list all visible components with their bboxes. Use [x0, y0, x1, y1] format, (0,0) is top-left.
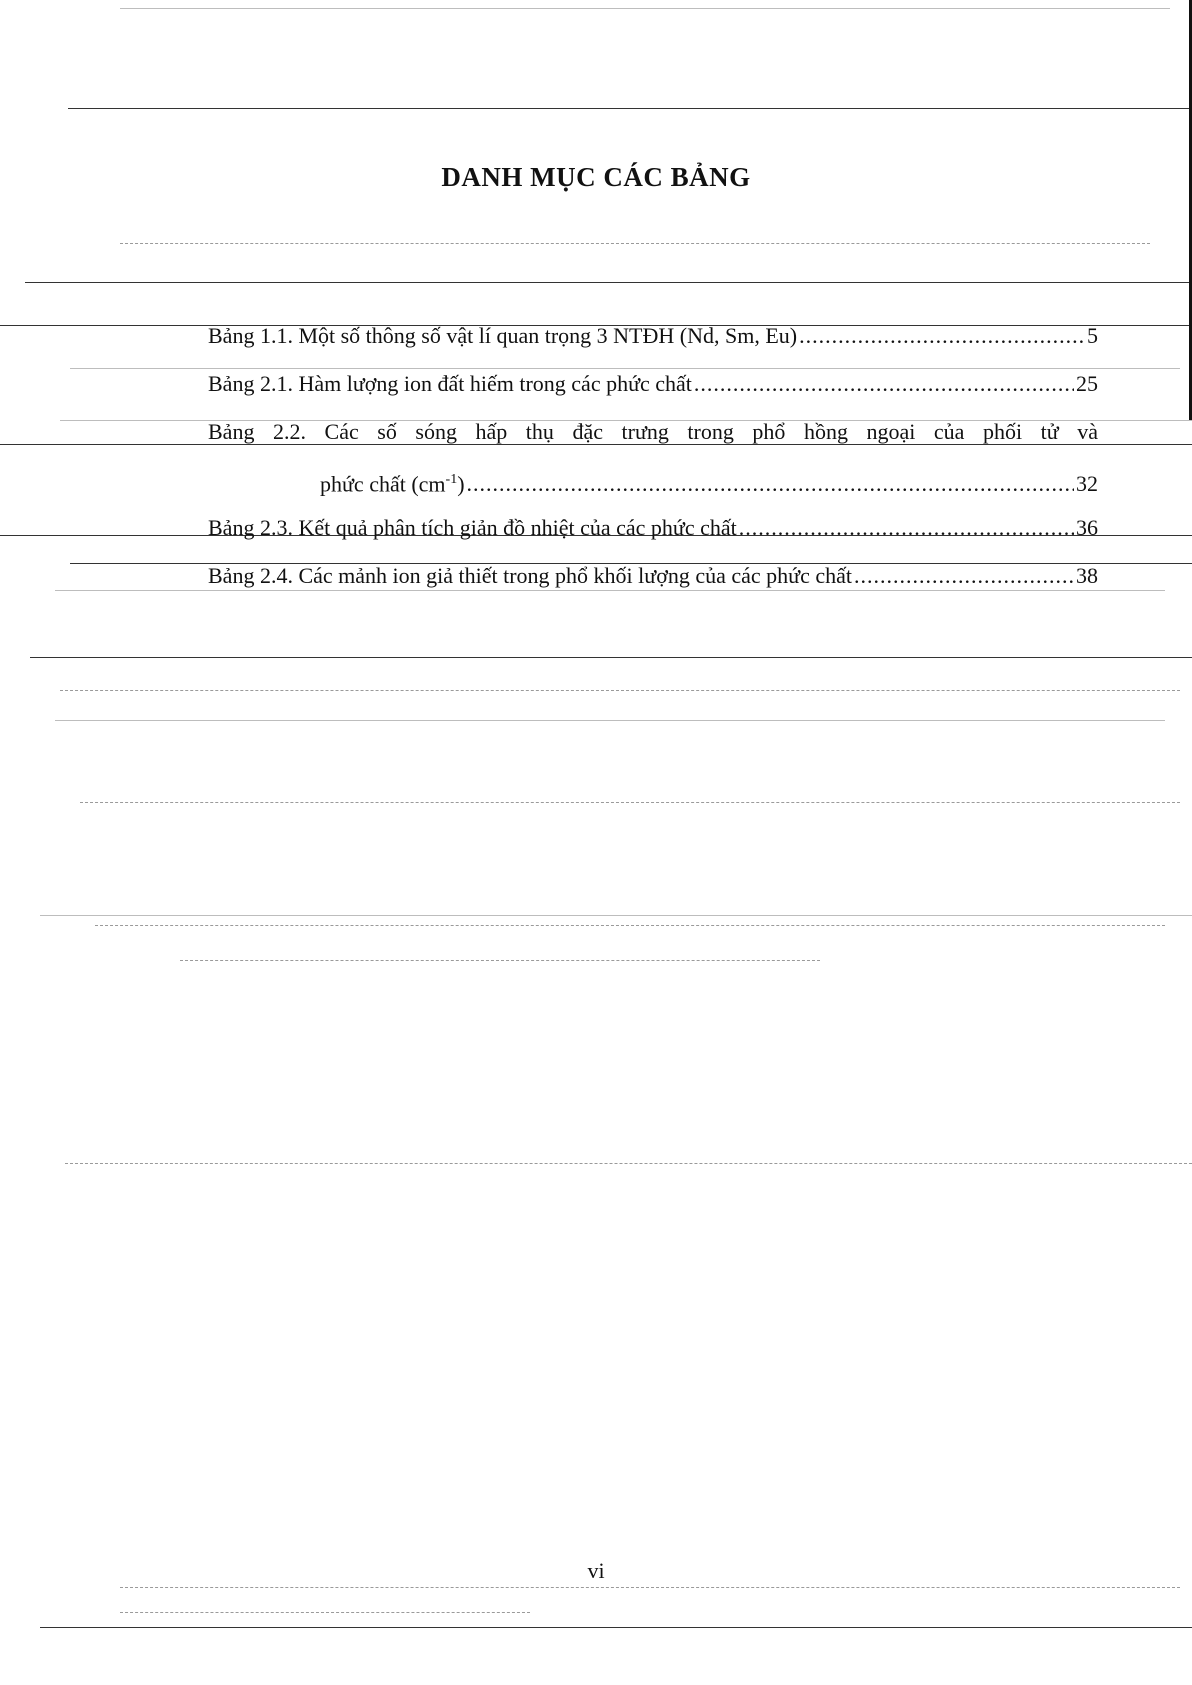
scan-line — [120, 243, 1150, 244]
scan-line — [30, 657, 1192, 658]
scan-line — [120, 1612, 530, 1613]
toc-entry-page: 38 — [1076, 563, 1098, 588]
toc-entry[interactable] — [208, 360, 1098, 408]
toc-entry-page: 32 — [1076, 471, 1098, 497]
toc-entry-page: 25 — [1076, 371, 1098, 396]
label-end: ) — [457, 471, 465, 497]
toc-entry-page: 5 — [1087, 323, 1098, 348]
scan-line — [120, 1587, 1180, 1588]
toc-entry[interactable] — [208, 312, 1098, 360]
toc-entry-label: Bảng 1.1. Một số thông số vật lí quan trọng 3 NTĐH (Nd, Sm, Eu) — [208, 323, 798, 348]
toc-entry-label: Bảng 2.4. Các mảnh ion giả thiết trong phổ khối lượng của các phức chất — [208, 563, 852, 588]
label-text: phức chất (cm — [320, 471, 446, 497]
toc-entry-label: Bảng 2.3. Kết quả phân tích giản đồ nhiệt của các phức chất — [208, 515, 737, 540]
toc-entry[interactable] — [208, 504, 1098, 552]
page-number: vi — [587, 1558, 605, 1583]
toc-entry-label: Bảng 2.1. Hàm lượng ion đất hiếm trong các phức chất — [208, 371, 692, 396]
toc-entry[interactable] — [208, 552, 1098, 600]
scan-line — [40, 1627, 1192, 1628]
toc-entry[interactable] — [208, 408, 1098, 504]
dot-leader — [739, 504, 1074, 552]
dot-leader — [467, 460, 1074, 508]
dot-leader — [854, 552, 1074, 600]
scan-line — [120, 8, 1170, 9]
table-of-contents — [208, 312, 1098, 600]
toc-entry-label-cont — [320, 456, 465, 508]
scan-line — [40, 915, 1192, 916]
toc-entry-page: 36 — [1076, 515, 1098, 540]
superscript: -1 — [445, 472, 458, 487]
scan-line — [95, 925, 1165, 926]
scan-line — [68, 108, 1192, 109]
toc-entry-label: Bảng 2.2. Các số sóng hấp thụ đặc trưng trong phổ hồng ngoại của phối tử và — [208, 419, 1098, 444]
scan-line — [55, 720, 1165, 721]
scan-line — [25, 282, 1192, 283]
scan-line — [180, 960, 820, 961]
scan-line — [65, 1163, 1192, 1164]
toc-entry-continuation — [208, 456, 1098, 504]
page-title: DANH MỤC CÁC BẢNG — [441, 162, 751, 192]
dot-leader — [799, 312, 1085, 360]
scan-line — [80, 802, 1180, 803]
dot-leader — [694, 360, 1074, 408]
scan-line — [60, 690, 1180, 691]
